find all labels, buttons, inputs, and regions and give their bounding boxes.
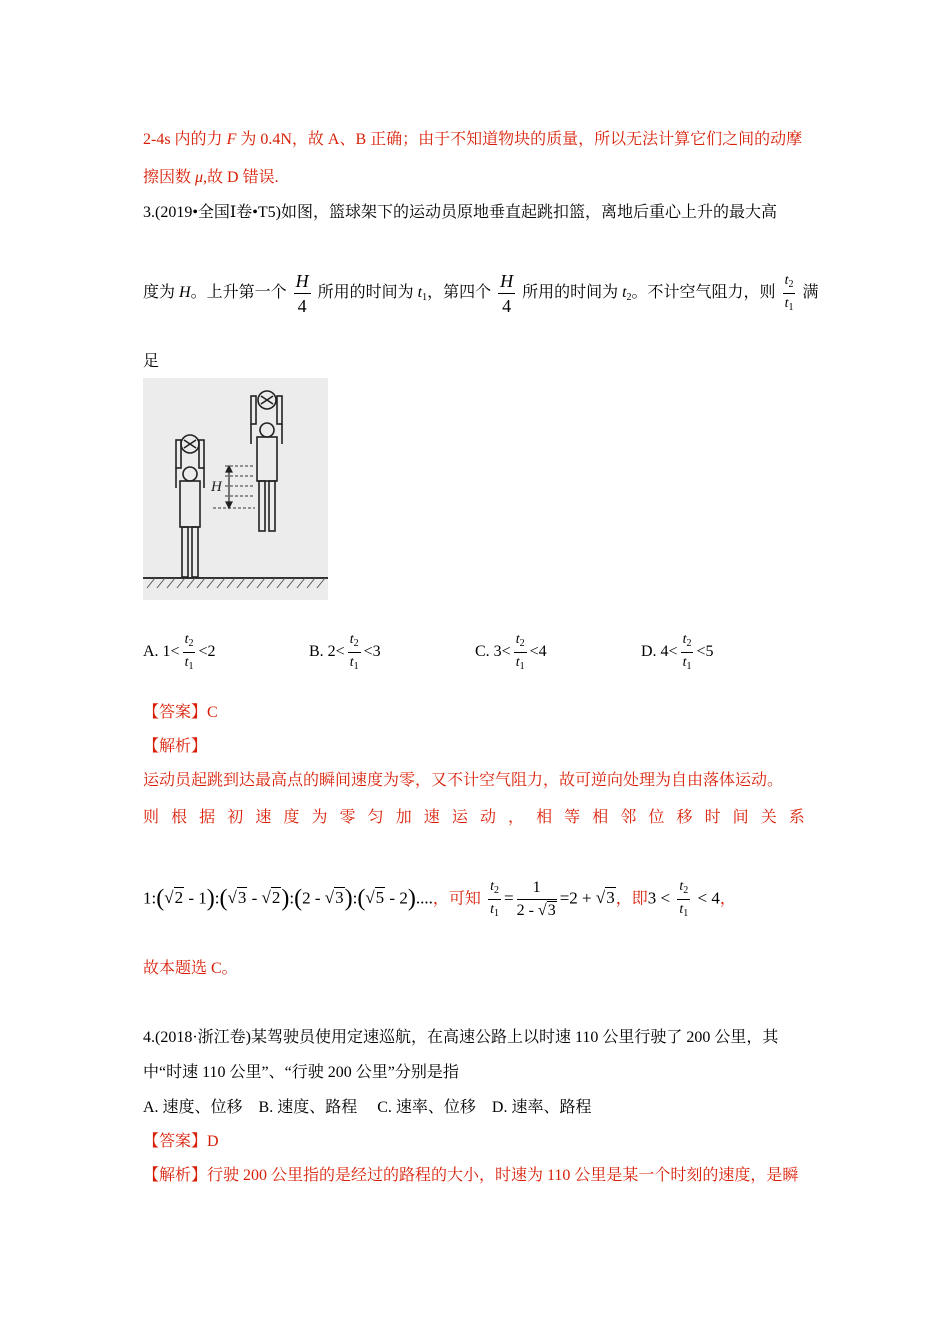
option-a-fraction: $\frac{t_2}{t_1}$ bbox=[184, 632, 194, 672]
option-c-fraction: $\frac{t_2}{t_1}$ bbox=[515, 632, 525, 672]
analysis-char: ， bbox=[508, 809, 525, 826]
q3-stem-line3: 足 bbox=[143, 353, 160, 370]
q3-option-c[interactable]: C. 3< $\frac{t_2}{t_1}$ <4 bbox=[475, 632, 547, 672]
option-b-fraction: $\frac{t_2}{t_1}$ bbox=[349, 632, 359, 672]
q3-option-a[interactable]: A. 1< $\frac{t_2}{t_1}$ <2 bbox=[143, 632, 216, 672]
q4-stem-line1: 4.(2018·浙江卷)某驾驶员使用定速巡航，在高速公路上以时速 110 公里行驶了 200 公里，其 bbox=[143, 1029, 779, 1046]
analysis-char: 运 bbox=[451, 809, 468, 826]
q3-analysis-line1: 运动员起跳到达最高点的瞬间速度为零，又不计空气阻力，故可逆向处理为自由落体运动。 bbox=[143, 772, 784, 789]
analysis-char: 度 bbox=[283, 809, 300, 826]
analysis-char: 根 bbox=[171, 809, 188, 826]
analysis-char: 相 bbox=[536, 809, 553, 826]
analysis-char: 系 bbox=[788, 809, 805, 826]
one-over-two-minus-sqrt3: $\frac{1}{2 - √3}$ bbox=[516, 879, 556, 919]
analysis-char: 关 bbox=[760, 809, 777, 826]
analysis-char: 加 bbox=[395, 809, 412, 826]
ratio-t2-over-t1: $\frac{t_2}{t_1}$ bbox=[490, 879, 499, 919]
q4-analysis: 【解析】行驶 200 公里指的是经过的路程的大小，时速为 110 公里是某一个时刻的速度，是瞬 bbox=[143, 1167, 799, 1184]
q3-conclusion: 故本题选 C。 bbox=[143, 960, 238, 977]
fraction-h-over-4: $\frac{H}{4}$ bbox=[295, 271, 309, 316]
analysis-char: 移 bbox=[676, 809, 693, 826]
q3-stem-line1: 3.(2019•全国Ⅰ卷•T5)如图，篮球架下的运动员原地垂直起跳扣篮，离地后重心上升的最大高 bbox=[143, 204, 777, 221]
figure-h-label: H bbox=[211, 479, 222, 495]
analysis-char: 动 bbox=[479, 809, 496, 826]
ineq-t2-over-t1: $\frac{t_2}{t_1}$ bbox=[679, 879, 689, 919]
q3-option-d[interactable]: D. 4< $\frac{t_2}{t_1}$ <5 bbox=[641, 632, 714, 672]
q4-answer: 【答案】D bbox=[143, 1133, 219, 1150]
q2-tail-line1: 2-4s 内的力 F 为 0.4N，故 A、B 正确；由于不知道物块的质量，所以无法计算它们之间的动摩 bbox=[143, 131, 803, 148]
basketball-jump-diagram bbox=[143, 378, 328, 600]
analysis-char: 据 bbox=[199, 809, 216, 826]
analysis-char: 则 bbox=[143, 809, 160, 826]
analysis-char: 时 bbox=[704, 809, 721, 826]
fraction-h-over-4-second: $\frac{H}{4}$ bbox=[500, 271, 514, 316]
q3-option-b[interactable]: B. 2< $\frac{t_2}{t_1}$ <3 bbox=[309, 632, 381, 672]
analysis-char: 零 bbox=[339, 809, 356, 826]
q3-analysis-label: 【解析】 bbox=[143, 738, 208, 755]
option-d-fraction: $\frac{t_2}{t_1}$ bbox=[682, 632, 692, 672]
q3-answer: 【答案】C bbox=[143, 704, 218, 721]
q3-stem-line2: 度为 H。上升第一个 $\frac{H}{4}$ 所用的时间为 $t_1$，第四个 $\frac{H}{4}$ 所用的时间为 $t_2$。不计空气阻力，则 $\frac{t_2}{t_1}$ 满 bbox=[143, 271, 819, 316]
analysis-char: 邻 bbox=[620, 809, 637, 826]
analysis-char: 相 bbox=[592, 809, 609, 826]
analysis-char: 匀 bbox=[367, 809, 384, 826]
analysis-char: 为 bbox=[311, 809, 328, 826]
basketball-jump-figure bbox=[143, 378, 328, 600]
analysis-char: 初 bbox=[227, 809, 244, 826]
fraction-t2-over-t1: $\frac{t_2}{t_1}$ bbox=[784, 273, 794, 313]
q4-stem-line2: 中“时速 110 公里”、“行驶 200 公里”分别是指 bbox=[143, 1064, 459, 1081]
q2-tail-line2: 擦因数 μ,故 D 错误. bbox=[143, 169, 279, 186]
q4-options[interactable]: A. 速度、位移 B. 速度、路程 C. 速率、位移 D. 速率、路程 bbox=[143, 1099, 592, 1116]
q3-analysis-line2 bbox=[143, 804, 805, 827]
analysis-char: 位 bbox=[648, 809, 665, 826]
analysis-char: 速 bbox=[255, 809, 272, 826]
q3-ratio-formula: 1:(√2 - 1):(√3 - √2):(2 - √3):(√5 - 2)....，可知 $\frac{t_2}{t_1}$ = $\frac{1}{2 - √3}$ =2 + √3，即3 < $\frac{t_2}{t_1}$ < 4， bbox=[143, 879, 736, 919]
analysis-char: 等 bbox=[564, 809, 581, 826]
analysis-char: 速 bbox=[423, 809, 440, 826]
analysis-char: 间 bbox=[732, 809, 749, 826]
